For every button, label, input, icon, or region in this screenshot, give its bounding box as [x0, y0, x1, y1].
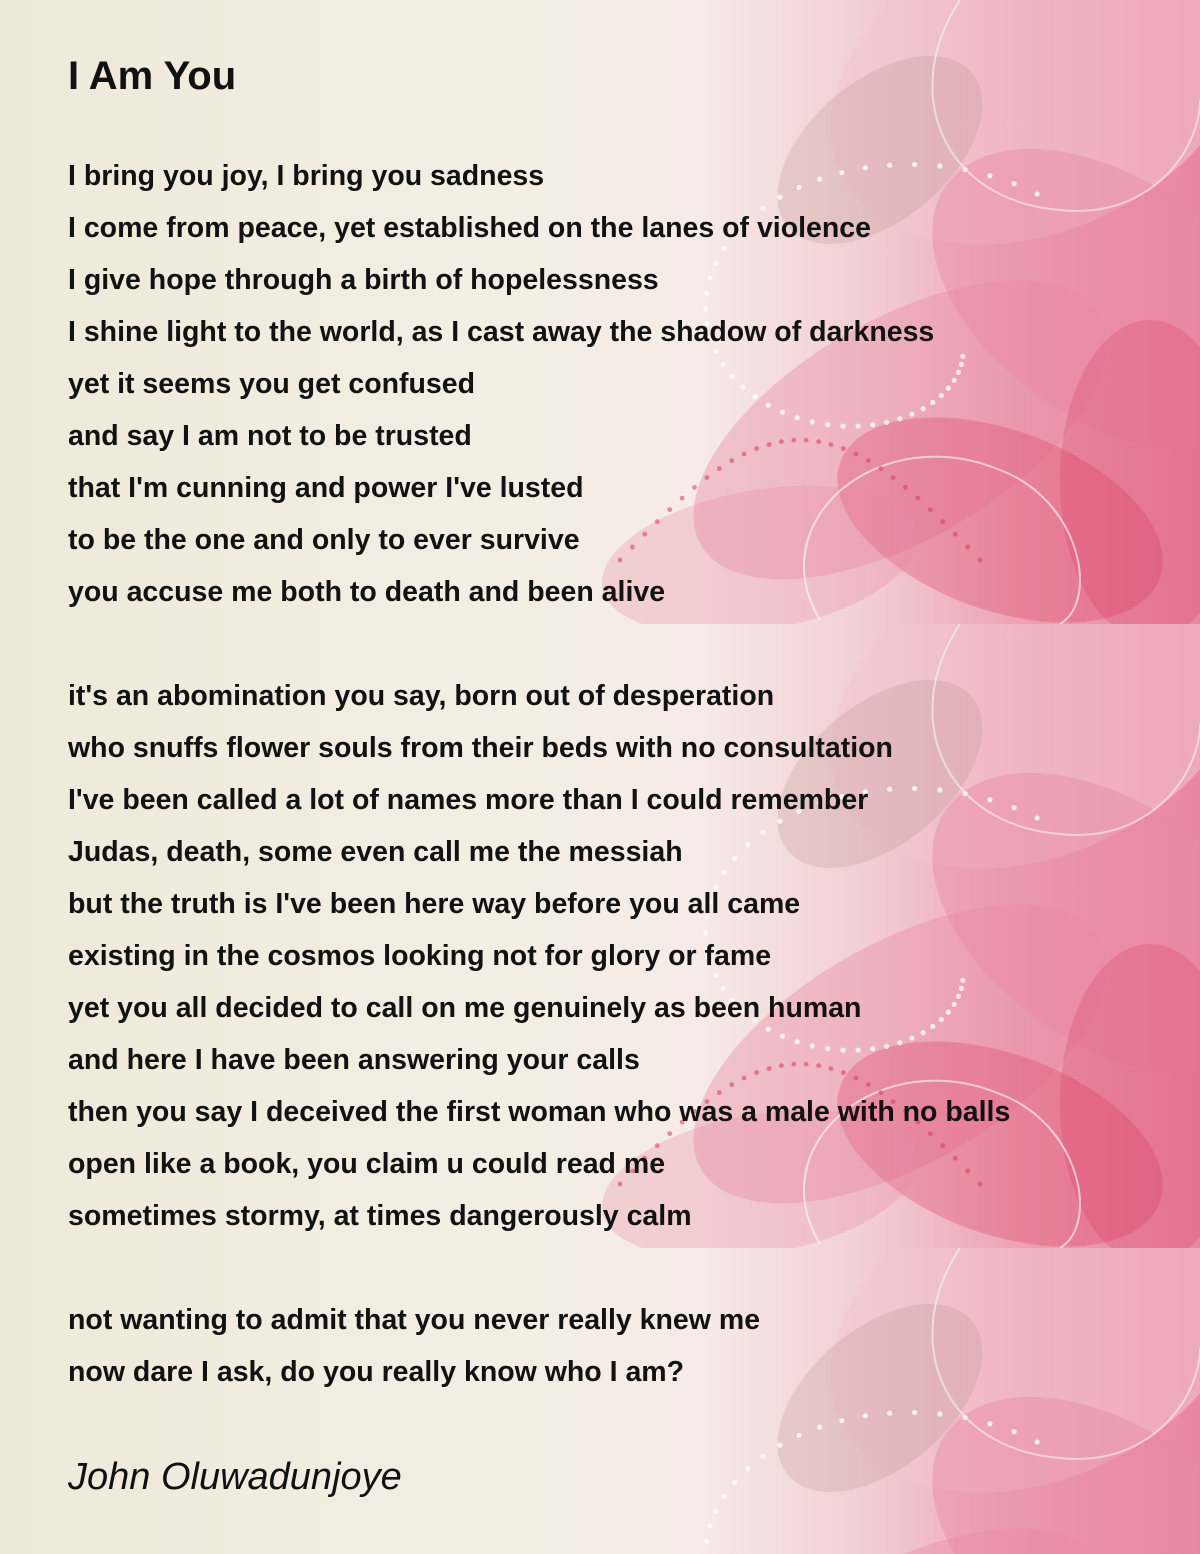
- dot: [963, 167, 968, 172]
- stanza-2: [68, 670, 1010, 1242]
- dot: [708, 1524, 713, 1529]
- poem-line: I come from peace, yet established on the lanes of violence: [68, 212, 872, 244]
- dot: [937, 163, 942, 168]
- poem-line: yet you all decided to call on me genuinely as been human: [68, 992, 862, 1024]
- dot: [745, 1466, 750, 1471]
- dot: [722, 1494, 727, 1499]
- dot: [956, 370, 961, 375]
- dot: [1012, 805, 1017, 810]
- dot: [939, 393, 944, 398]
- dot: [817, 1425, 822, 1430]
- poem-line: you accuse me both to death and been alive: [68, 576, 666, 608]
- poem-line: yet it seems you get confused: [68, 368, 476, 400]
- dot: [796, 1433, 801, 1438]
- dot: [952, 378, 957, 383]
- poem-line: not wanting to admit that you never really knew me: [68, 1304, 761, 1336]
- dot: [713, 1509, 718, 1514]
- dot: [887, 1411, 892, 1416]
- dot: [937, 1411, 942, 1416]
- dot: [1012, 181, 1017, 186]
- dot: [946, 386, 951, 391]
- dot: [959, 362, 964, 367]
- dot: [940, 519, 945, 524]
- dot: [1012, 1429, 1017, 1434]
- poem-author: John Oluwadunjoye: [68, 1456, 402, 1498]
- poem-line: existing in the cosmos looking not for glory or fame: [68, 940, 772, 972]
- dot: [863, 1413, 868, 1418]
- poem-line: that I'm cunning and power I've lusted: [68, 472, 584, 504]
- dot: [987, 1421, 992, 1426]
- poem-line: but the truth is I've been here way before you all came: [68, 888, 801, 920]
- poem-line: to be the one and only to ever survive: [68, 524, 580, 556]
- poem-line: who snuffs flower souls from their beds with no consultation: [68, 732, 893, 764]
- dot: [987, 173, 992, 178]
- stanza-1: [68, 150, 934, 618]
- poem-line: I bring you joy, I bring you sadness: [68, 160, 545, 192]
- dot: [965, 545, 970, 550]
- dot: [912, 1410, 917, 1415]
- dot: [732, 1480, 737, 1485]
- dot: [963, 1415, 968, 1420]
- dot: [777, 1443, 782, 1448]
- poem-line: Judas, death, some even call me the messiah: [68, 836, 683, 868]
- dot: [953, 532, 958, 537]
- dot: [704, 1539, 709, 1544]
- dot: [1035, 1439, 1040, 1444]
- dot: [978, 558, 983, 563]
- dot: [1035, 815, 1040, 820]
- poem-line: I've been called a lot of names more than I could remember: [68, 784, 869, 816]
- poem-line: sometimes stormy, at times dangerously calm: [68, 1200, 692, 1232]
- poem-line: it's an abomination you say, born out of desperation: [68, 680, 775, 712]
- poem-line: then you say I deceived the first woman who was a male with no balls: [68, 1096, 1011, 1128]
- dot: [839, 1418, 844, 1423]
- dot: [1035, 191, 1040, 196]
- poem-line: I give hope through a birth of hopelessness: [68, 264, 659, 296]
- poem-line: open like a book, you claim u could read me: [68, 1148, 666, 1180]
- poem-title: I Am You: [68, 54, 237, 98]
- poem-line: I shine light to the world, as I cast away the shadow of darkness: [68, 316, 935, 348]
- stanza-3: [68, 1294, 760, 1398]
- poem-line: now dare I ask, do you really know who I am?: [68, 1356, 685, 1388]
- poem-line: and here I have been answering your calls: [68, 1044, 640, 1076]
- dot: [960, 354, 965, 359]
- dot: [760, 1454, 765, 1459]
- poem-line: and say I am not to be trusted: [68, 420, 472, 452]
